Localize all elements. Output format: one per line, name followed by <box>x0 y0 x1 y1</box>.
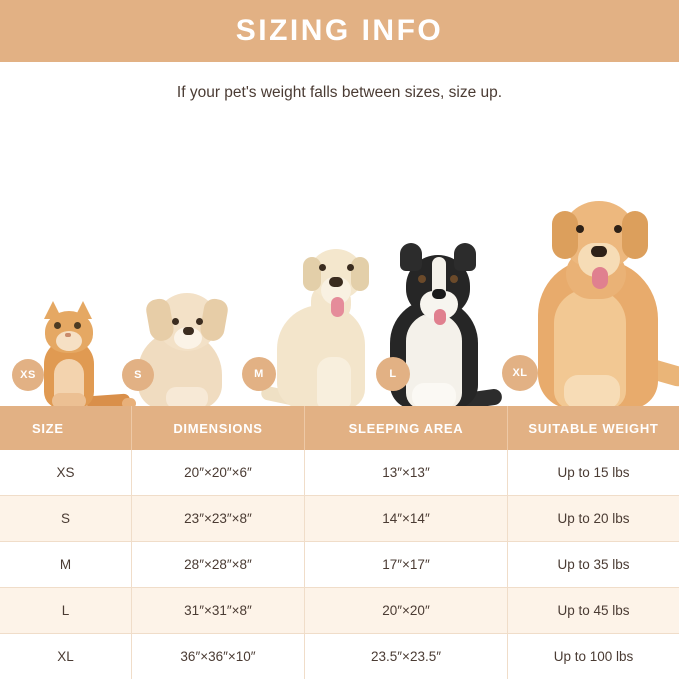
size-badge-xl-label: XL <box>512 367 528 379</box>
size-badge-m <box>242 357 276 391</box>
cell-sleeping-area: 23.5″×23.5″ <box>305 634 508 679</box>
pet-golden-retriever <box>514 169 679 409</box>
cell-weight: Up to 100 lbs <box>553 649 634 664</box>
retriever-front-legs <box>564 375 620 409</box>
cat-nose <box>65 333 71 337</box>
pet-orange-tabby-cat <box>30 294 122 409</box>
table-row <box>0 634 679 679</box>
cell-size: L <box>0 588 132 634</box>
sizing-table-head <box>0 406 679 450</box>
table-header-row <box>0 406 679 450</box>
labrador-nose <box>329 277 343 287</box>
cat-eye-right <box>74 322 81 329</box>
cell-weight: Up to 35 lbs <box>508 542 679 588</box>
size-badge-l <box>376 357 410 391</box>
collie-ear-right <box>454 243 476 271</box>
labrador-eye-left <box>319 264 326 271</box>
page-header <box>0 0 679 62</box>
cell-size: S <box>0 496 132 542</box>
retriever-tongue <box>592 267 608 289</box>
page-title: SIZING INFO <box>235 14 444 47</box>
cell-dimensions: 23″×23″×8″ <box>132 496 305 542</box>
labrador-tongue <box>331 297 344 317</box>
small-dog-eye-right <box>196 318 203 325</box>
cell-dimensions: 31″×31″×8″ <box>132 588 305 634</box>
pet-size-illustration <box>4 124 675 409</box>
column-header-sleeping-area: SLEEPING AREA <box>305 406 508 450</box>
cell-dimensions: 28″×28″×8″ <box>132 542 305 588</box>
cat-eye-left <box>54 322 61 329</box>
cell-size: XL <box>0 634 132 679</box>
size-badge-l-label: L <box>389 368 397 380</box>
size-badge-s-label: S <box>134 369 142 381</box>
collie-tongue <box>434 309 446 325</box>
cat-ear-left <box>44 301 62 319</box>
small-dog-eye-left <box>172 318 179 325</box>
size-badge-xs-label: XS <box>20 369 36 381</box>
collie-eye-right <box>450 275 458 283</box>
table-row <box>0 450 679 496</box>
sizing-table-body <box>0 450 679 679</box>
column-header-dimensions: DIMENSIONS <box>132 406 305 450</box>
cell-size: M <box>0 542 132 588</box>
sizing-note: If your pet's weight falls between sizes, size up. <box>176 84 503 101</box>
column-header-size: SIZE <box>0 406 132 450</box>
retriever-nose <box>591 246 607 257</box>
labrador-ear-left <box>303 257 321 291</box>
cell-weight: Up to 45 lbs <box>508 588 679 634</box>
sizing-table <box>0 406 679 679</box>
pet-small-fluffy-dog <box>132 274 232 409</box>
retriever-eye-left <box>576 225 584 233</box>
retriever-ear-right <box>622 211 648 259</box>
cat-ear-right <box>74 301 92 319</box>
size-badge-xl <box>502 355 538 391</box>
small-dog-nose <box>183 327 194 335</box>
collie-eye-left <box>418 275 426 283</box>
collie-nose <box>432 289 446 299</box>
size-badge-m-label: M <box>254 368 264 380</box>
retriever-eye-right <box>614 225 622 233</box>
retriever-ear-left <box>552 211 578 259</box>
labrador-front-legs <box>317 357 351 409</box>
pet-yellow-labrador <box>259 229 379 409</box>
cell-sleeping-area: 14″×14″ <box>305 496 508 542</box>
cell-dimensions: 36″×36″×10″ <box>132 634 305 679</box>
collie-ear-left <box>400 243 422 271</box>
cell-dimensions: 20″×20″×6″ <box>132 450 305 496</box>
subtitle-row <box>0 62 679 124</box>
labrador-eye-right <box>347 264 354 271</box>
labrador-ear-right <box>351 257 369 291</box>
column-header-suitable-weight: SUITABLE WEIGHT <box>508 406 679 450</box>
cell-sleeping-area: 20″×20″ <box>305 588 508 634</box>
cell-sleeping-area: 17″×17″ <box>305 542 508 588</box>
size-badge-xs <box>12 359 44 391</box>
cell-sleeping-area: 13″×13″ <box>305 450 508 496</box>
size-badge-s <box>122 359 154 391</box>
cell-weight: Up to 15 lbs <box>508 450 679 496</box>
table-row <box>0 588 679 634</box>
table-row <box>0 496 679 542</box>
cell-weight: Up to 20 lbs <box>508 496 679 542</box>
table-row <box>0 542 679 588</box>
cell-size: XS <box>0 450 132 496</box>
